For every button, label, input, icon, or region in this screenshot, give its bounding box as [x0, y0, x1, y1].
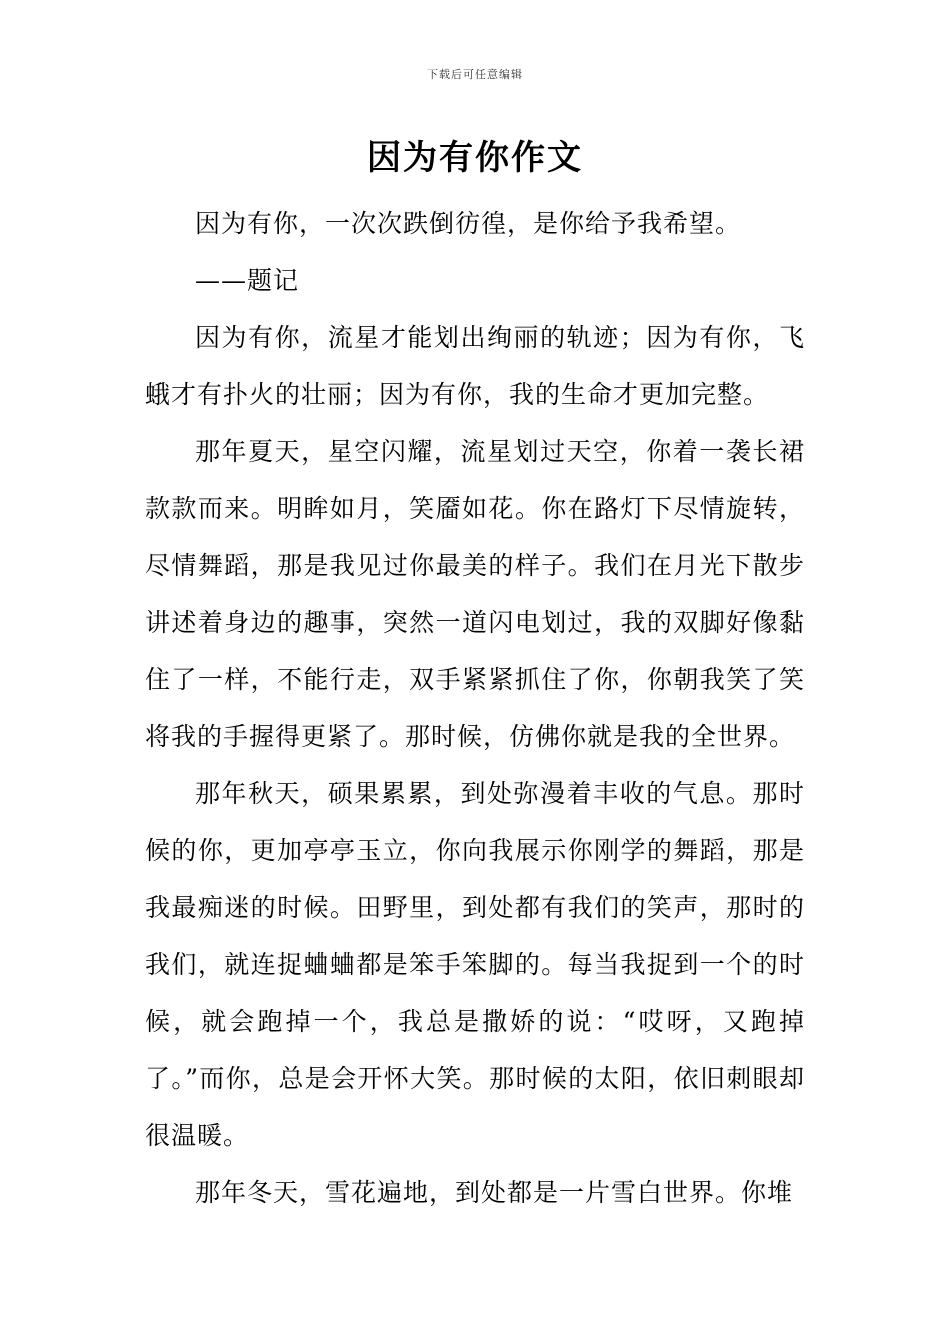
header-note: 下载后可任意编辑: [427, 68, 523, 81]
paragraph-epigraph: 因为有你，一次次跌倒彷徨，是你给予我希望。: [195, 209, 742, 238]
paragraph-intro: 因为有你，流星才能划出绚丽的轨迹；因为有你，飞蛾才有扑火的壮丽；因为有你，我的生命才更加完整。: [145, 323, 805, 409]
paragraph-summer: 那年夏天，星空闪耀，流星划过天空，你着一袭长裙款款而来。明眸如月，笑靥如花。你在路灯下尽情旋转，尽情舞蹈，那是我见过你最美的样子。我们在月光下散步讲述着身边的趣事，突然一道闪电划过，我的双脚好像黏住了一样，不能行走，双手紧紧抓住了你，你朝我笑了笑将我的手握得更紧了。那时候，仿佛你就是我的全世界。: [145, 437, 805, 751]
essay-body: [145, 195, 805, 1221]
document-title: 因为有你作文: [367, 138, 583, 178]
paragraph-winter: 那年冬天，雪花遍地，到处都是一片雪白世界。你堆: [195, 1178, 794, 1207]
paragraph-epigraph-attribution: ——题记: [195, 266, 300, 295]
paragraph-autumn: 那年秋天，硕果累累，到处弥漫着丰收的气息。那时候的你，更加亭亭玉立，你向我展示你刚学的舞蹈，那是我最痴迷的时候。田野里，到处都有我们的笑声，那时的我们，就连捉蛐蛐都是笨手笨脚的。每当我捉到一个的时候，就会跑掉一个，我总是撒娇的说：“哎呀，又跑掉了。”而你，总是会开怀大笑。那时候的太阳，依旧刺眼却很温暖。: [145, 779, 805, 1150]
